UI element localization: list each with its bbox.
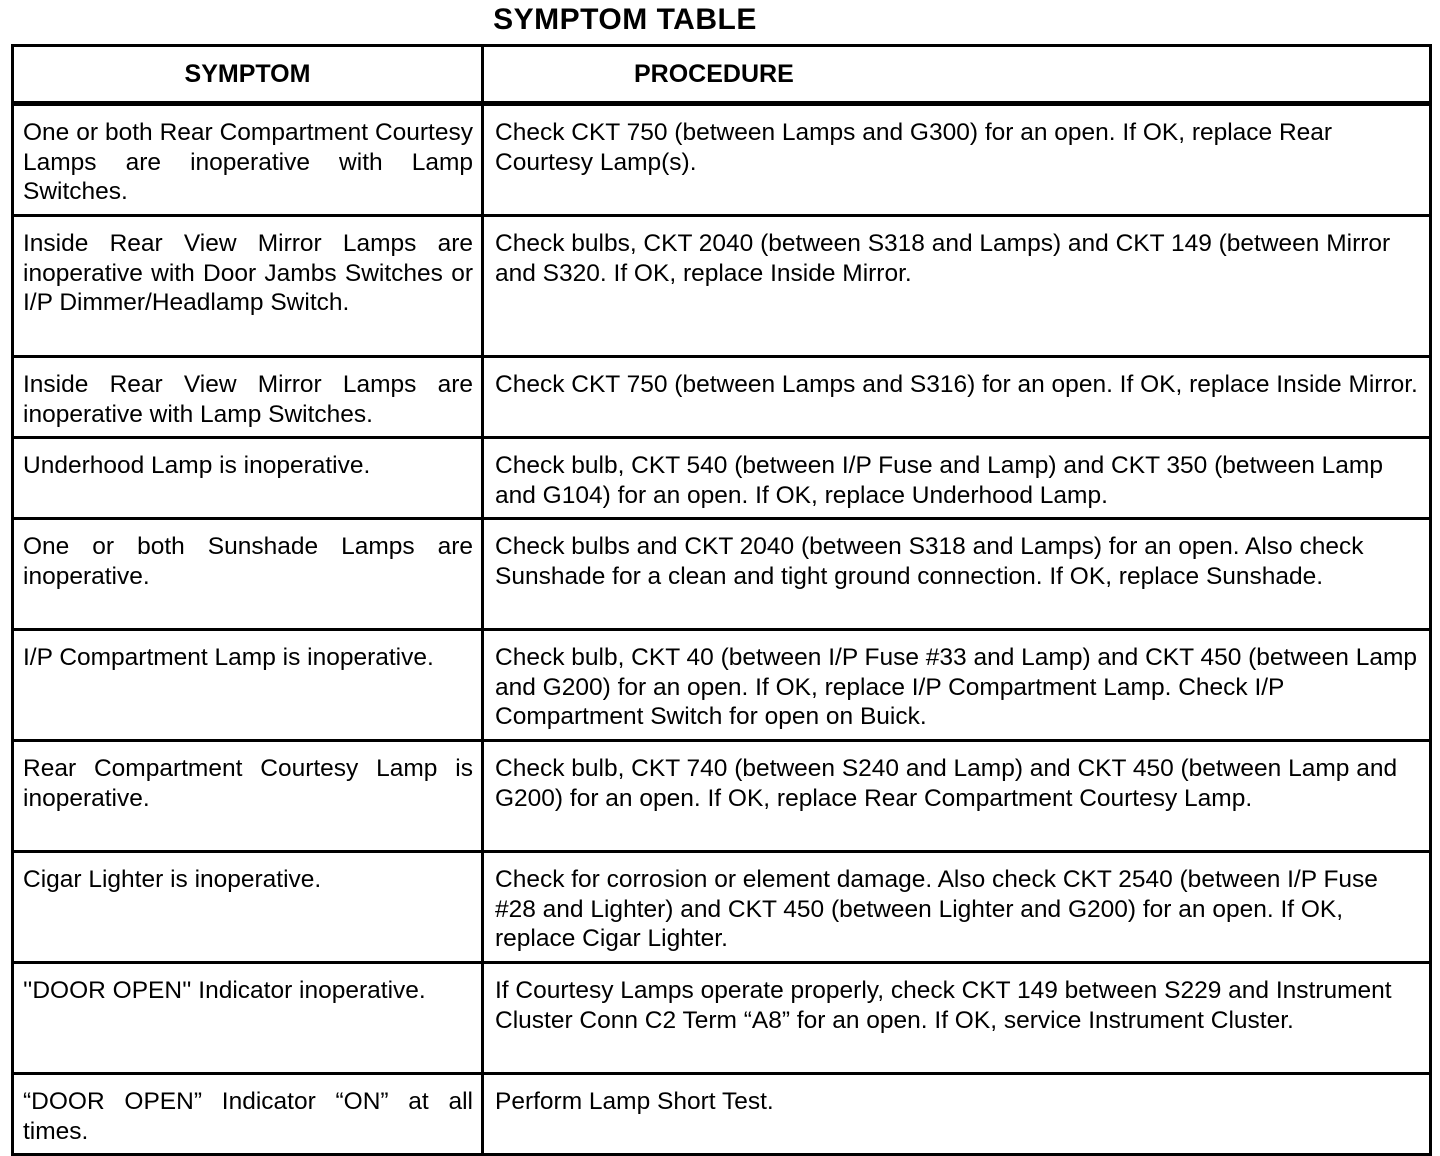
procedure-cell: Check for corrosion or element damage. Also check CKT 2540 (between I/P Fuse #28 and Lighter) and CKT 450 (between Lighter and G200) for an open. If OK, replace Cigar Lighter. — [483, 852, 1431, 963]
procedure-cell: Check bulb, CKT 40 (between I/P Fuse #33 and Lamp) and CKT 450 (between Lamp and G200) for an open. If OK, replace I/P Compartment Lamp. Check I/P Compartment Switch for open on Buick. — [483, 630, 1431, 741]
procedure-cell: Check CKT 750 (between Lamps and G300) for an open. If OK, replace Rear Courtesy Lamp(s). — [483, 104, 1431, 216]
procedure-cell: Check CKT 750 (between Lamps and S316) for an open. If OK, replace Inside Mirror. — [483, 357, 1431, 438]
procedure-cell: If Courtesy Lamps operate properly, check CKT 149 between S229 and Instrument Cluster Conn C2 Term “A8” for an open. If OK, service Instrument Cluster. — [483, 963, 1431, 1074]
procedure-cell: Check bulb, CKT 740 (between S240 and Lamp) and CKT 450 (between Lamp and G200) for an open. If OK, replace Rear Compartment Courtesy Lamp. — [483, 741, 1431, 852]
procedure-cell: Check bulbs, CKT 2040 (between S318 and Lamps) and CKT 149 (between Mirror and S320. If OK, replace Inside Mirror. — [483, 216, 1431, 357]
symptom-cell: Cigar Lighter is inoperative. — [13, 852, 483, 963]
table-row — [13, 852, 1431, 963]
table-row — [13, 438, 1431, 519]
symptom-cell: Inside Rear View Mirror Lamps are inoperative with Door Jambs Switches or I/P Dimmer/Headlamp Switch. — [13, 216, 483, 357]
symptom-cell: One or both Rear Compartment Courtesy Lamps are inoperative with Lamp Switches. — [13, 104, 483, 216]
page-title: SYMPTOM TABLE — [493, 3, 757, 36]
symptom-cell: I/P Compartment Lamp is inoperative. — [13, 630, 483, 741]
symptom-cell: Inside Rear View Mirror Lamps are inoperative with Lamp Switches. — [13, 357, 483, 438]
table-row — [13, 519, 1431, 630]
table-row — [13, 216, 1431, 357]
table-row — [13, 963, 1431, 1074]
table-row — [13, 357, 1431, 438]
symptom-cell: “DOOR OPEN” Indicator “ON” at all times. — [13, 1074, 483, 1155]
procedure-cell: Check bulb, CKT 540 (between I/P Fuse and Lamp) and CKT 350 (between Lamp and G104) for an open. If OK, replace Underhood Lamp. — [483, 438, 1431, 519]
table-row — [13, 104, 1431, 216]
table-body — [13, 104, 1431, 1155]
symptom-cell: Rear Compartment Courtesy Lamp is inoperative. — [13, 741, 483, 852]
procedure-cell: Check bulbs and CKT 2040 (between S318 and Lamps) for an open. Also check Sunshade for a clean and tight ground connection. If OK, replace Sunshade. — [483, 519, 1431, 630]
table-row — [13, 630, 1431, 741]
table-row — [13, 1074, 1431, 1155]
procedure-cell: Perform Lamp Short Test. — [483, 1074, 1431, 1155]
table-row — [13, 741, 1431, 852]
symptom-table — [11, 44, 1432, 1156]
symptom-cell: ''DOOR OPEN'' Indicator inoperative. — [13, 963, 483, 1074]
symptom-column-header: SYMPTOM — [13, 46, 483, 104]
header-row — [13, 46, 1431, 104]
symptom-cell: Underhood Lamp is inoperative. — [13, 438, 483, 519]
procedure-column-header: PROCEDURE — [483, 46, 1431, 104]
table-header — [13, 46, 1431, 104]
symptom-cell: One or both Sunshade Lamps are inoperative. — [13, 519, 483, 630]
